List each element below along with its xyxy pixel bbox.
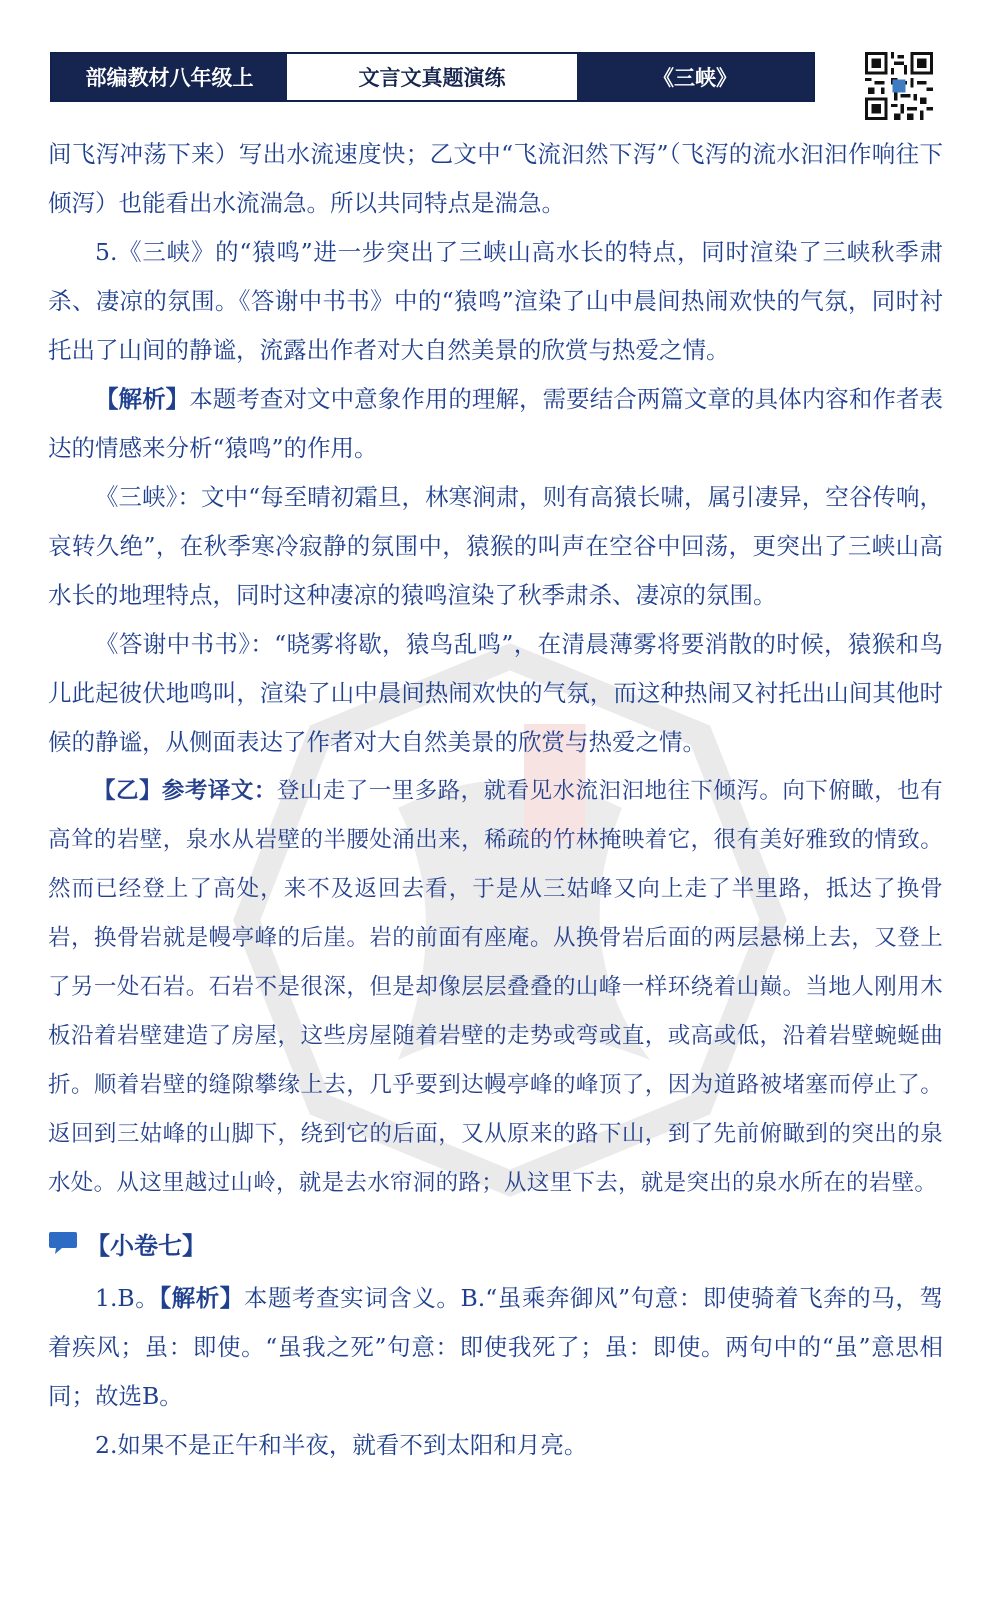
analysis-paragraph <box>48 375 943 473</box>
header-section-title: 文言文真题演练 <box>287 54 577 100</box>
answer-paragraph-5: 5.《三峡》的“猿鸣”进一步突出了三峡山高水长的特点，同时渲染了三峡秋季肃杀、凄凉的氛围。《答谢中书书》中的“猿鸣”渲染了山中晨间热闹欢快的气氛，同时衬托出了山间的静谧，流露出作者对大自然美景的欣赏与热爱之情。 <box>48 238 943 364</box>
section-heading <box>48 1212 943 1274</box>
answer-1-text: 本题考查实词含义。B.“虽乘奔御风”句意：即使骑着飞奔的马，驾着疾风；虽：即使。“虽我之死”句意：即使我死了；虽：即使。两句中的“虽”意思相同；故选B。 <box>48 1284 943 1410</box>
page-content <box>48 130 943 1470</box>
page-header <box>50 52 815 102</box>
translation-paragraph <box>48 767 943 1208</box>
sanxia-analysis-paragraph: 《三峡》：文中“每至晴初霜旦，林寒涧肃，则有高猿长啸，属引凄异，空谷传响，哀转久绝”，在秋季寒冷寂静的氛围中，猿猴的叫声在空谷中回荡，更突出了三峡山高水长的地理特点，同时这种凄凉的猿鸣渲染了秋季肃杀、凄凉的氛围。 <box>48 483 943 609</box>
answer-1-prefix: 1.B。 <box>95 1284 160 1312</box>
translation-label: 【乙】参考译文： <box>93 778 277 804</box>
speech-bubble-icon <box>48 1230 78 1256</box>
answer-paragraph-continued: 间飞泻冲荡下来）写出水流速度快；乙文中“飞流汩然下泻”（飞泻的流水汩汩作响往下倾泻）也能看出水流湍急。所以共同特点是湍急。 <box>48 140 943 217</box>
header-lesson-title: 《三峡》 <box>577 54 813 100</box>
answer-1-paragraph <box>48 1274 943 1421</box>
analysis-label: 【解析】 <box>95 385 190 413</box>
qr-code-icon <box>865 52 933 120</box>
analysis-text: 本题考查对文中意象作用的理解，需要结合两篇文章的具体内容和作者表达的情感来分析“猿鸣”的作用。 <box>48 385 944 462</box>
answer-2-paragraph: 2.如果不是正午和半夜，就看不到太阳和月亮。 <box>95 1431 588 1459</box>
section-label: 【小卷七】 <box>86 1230 206 1260</box>
answer-1-label: 【解析】 <box>159 1284 244 1312</box>
translation-text: 登山走了一里多路，就看见水流汩汩地往下倾泻。向下俯瞰，也有高耸的岩壁，泉水从岩壁的半腰处涌出来，稀疏的竹林掩映着它，很有美好雅致的情致。然而已经登上了高处，来不及返回去看，于是从三姑峰又向上走了半里路，抵达了换骨岩，换骨岩就是幔亭峰的后崖。岩的前面有座庵。从换骨岩后面的两层悬梯上去，又登上了另一处石岩。石岩不是很深，但是却像层层叠叠的山峰一样环绕着山巅。当地人刚用木板沿着岩壁建造了房屋，这些房屋随着岩壁的走势或弯或直，或高或低，沿着岩壁蜿蜒曲折。顺着岩壁的缝隙攀缘上去，几乎要到达幔亭峰的峰顶了，因为道路被堵塞而停止了。返回到三姑峰的山脚下，绕到它的后面，又从原来的路下山，到了先前俯瞰到的突出的泉水处。从这里越过山岭，就是去水帘洞的路；从这里下去，就是突出的泉水所在的岩壁。 <box>48 778 943 1196</box>
daxie-analysis-paragraph: 《答谢中书书》：“晓雾将歇，猿鸟乱鸣”，在清晨薄雾将要消散的时候，猿猴和鸟儿此起彼伏地鸣叫，渲染了山中晨间热闹欢快的气氛，而这种热闹又衬托出山间其他时候的静谧，从侧面表达了作者对大自然美景的欣赏与热爱之情。 <box>48 630 943 756</box>
header-textbook-label: 部编教材八年级上 <box>52 54 287 100</box>
